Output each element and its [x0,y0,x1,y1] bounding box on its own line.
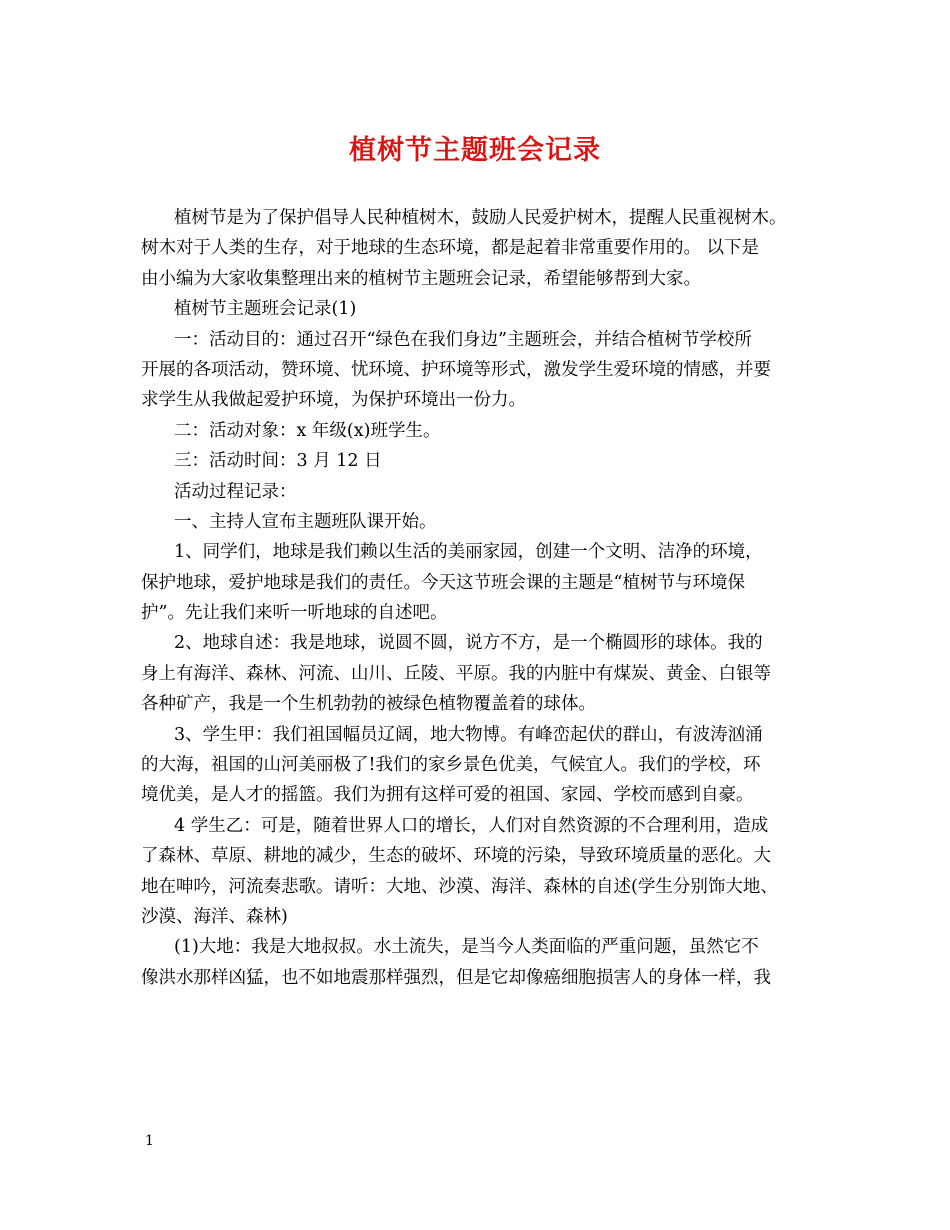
text-line: 境优美，是人才的摇篮。我们为拥有这样可爱的祖国、家园、学校而感到自豪。 [141,785,754,806]
text-line: 保护地球，爱护地球是我们的责任。今天这节班会课的主题是“植树节与环境保 [141,572,745,593]
text-line: 树木对于人类的生存，对于地球的生态环境，都是起着非常重要作用的。 以下是 [141,238,760,259]
document-body [141,203,813,993]
text-line: 护”。先让我们来听一听地球的自述吧。 [141,603,448,624]
text-line: 开展的各项活动，赞环境、忧环境、护环境等形式，激发学生爱环境的情感，并要 [141,359,771,380]
text-line: 各种矿产，我是一个生机勃勃的被绿色植物覆盖着的球体。 [141,694,596,715]
text-line: 3、学生甲：我们祖国幅员辽阔，地大物博。有峰峦起伏的群山，有波涛汹涌 [174,724,763,745]
text-line: 三：活动时间：3 月 12 日 [174,451,382,472]
text-line: (1)大地：我是大地叔叔。水土流失，是当今人类面临的严重问题，虽然它不 [174,937,759,958]
text-line: 沙漠、海洋、森林) [141,906,288,927]
text-line: 由小编为大家收集整理出来的植树节主题班会记录，希望能够帮到大家。 [141,268,701,289]
document-title: 植树节主题班会记录 [349,135,601,166]
text-line: 1、同学们，地球是我们赖以生活的美丽家园，创建一个文明、洁净的环境， [174,542,763,563]
text-line: 身上有海洋、森林、河流、山川、丘陵、平原。我的内脏中有煤炭、黄金、白银等 [141,663,771,684]
text-line: 4 学生乙：可是，随着世界人口的增长，人们对自然资源的不合理利用，造成 [174,815,769,836]
text-line: 的大海，祖国的山河美丽极了!我们的家乡景色优美，气候宜人。我们的学校，环 [141,755,761,776]
text-line: 二：活动对象：x 年级(x)班学生。 [174,420,441,441]
text-line: 像洪水那样凶猛，也不如地震那样强烈，但是它却像癌细胞损害人的身体一样，我 [141,967,771,988]
text-line: 了森林、草原、耕地的减少，生态的破坏、环境的污染，导致环境质量的恶化。大 [141,846,771,867]
text-line: 一：活动目的：通过召开“绿色在我们身边”主题班会，并结合植树节学校所 [174,329,752,350]
text-line: 植树节主题班会记录(1) [174,299,357,320]
text-line: 求学生从我做起爱护环境，为保护环境出一份力。 [141,390,526,411]
text-line: 地在呻吟，河流奏悲歌。请听：大地、沙漠、海洋、森林的自述(学生分别饰大地、 [141,876,778,897]
text-line: 活动过程记录： [174,481,297,502]
text-line: 植树节是为了保护倡导人民种植树木，鼓励人民爱护树木，提醒人民重视树木。 [174,208,787,228]
text-line: 一、主持人宣布主题班队课开始。 [174,511,437,532]
text-line: 2、地球自述：我是地球，说圆不圆，说方不方，是一个椭圆形的球体。我的 [174,633,763,654]
page-number: 1 [145,1133,154,1149]
